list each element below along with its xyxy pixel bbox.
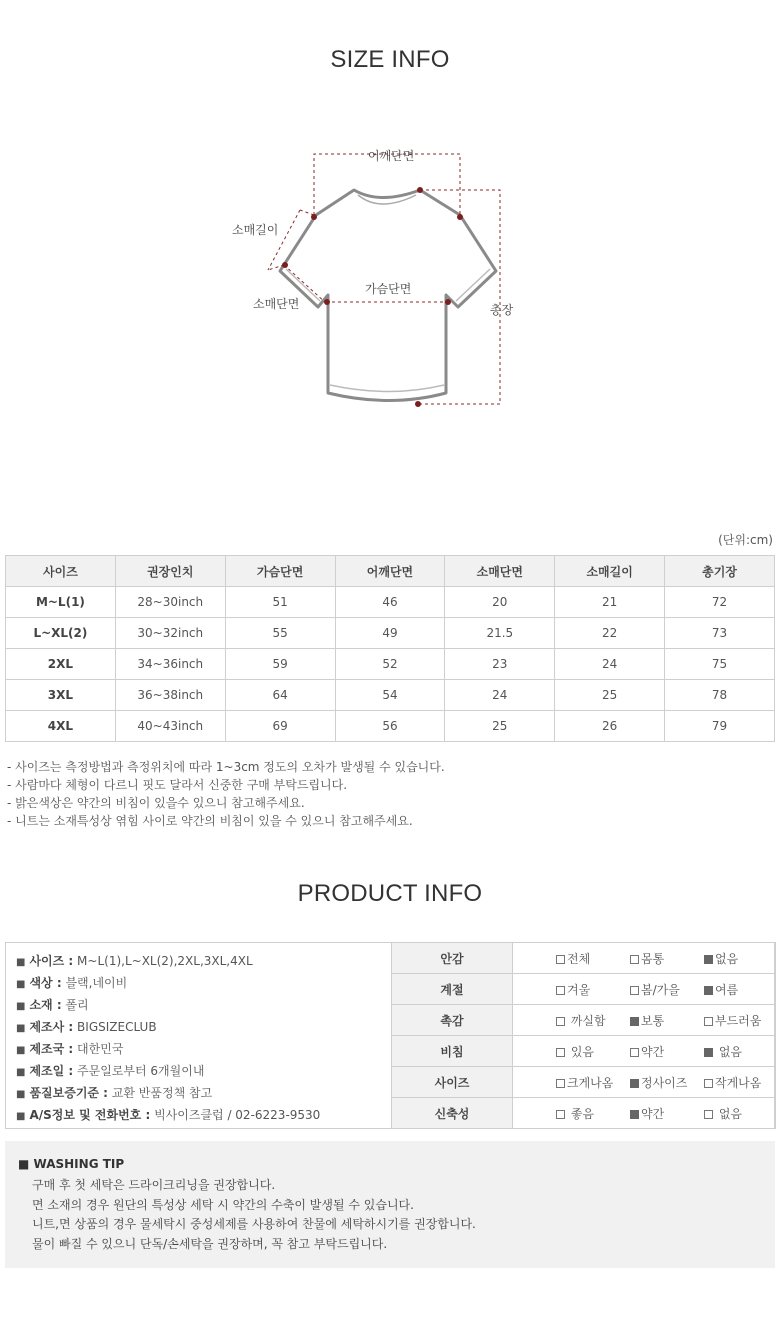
size-table xyxy=(5,555,775,742)
feel-option xyxy=(704,1074,780,1091)
table-cell: 23 xyxy=(445,649,555,680)
feel-option-label: 작게나옴 xyxy=(715,1075,762,1090)
spec-row-warranty xyxy=(16,1083,320,1105)
chest-label: 가슴단면 xyxy=(365,282,412,296)
feel-row xyxy=(392,974,776,1005)
size-table-header: 사이즈 xyxy=(6,556,116,587)
feel-options xyxy=(513,1067,776,1098)
table-row xyxy=(6,618,775,649)
table-cell: 3XL xyxy=(6,680,116,711)
feel-option xyxy=(556,1012,630,1029)
table-cell: 20 xyxy=(445,587,555,618)
washing-tip-lines xyxy=(32,1176,476,1254)
checked-box-icon xyxy=(630,1110,639,1119)
spec-value: 대한민국 xyxy=(77,1042,124,1056)
empty-box-icon xyxy=(630,1048,639,1057)
table-cell: 46 xyxy=(335,587,445,618)
empty-box-icon xyxy=(630,955,639,964)
sleeve-length-label: 소매길이 xyxy=(232,223,279,237)
spec-value: 빅사이즈클럽 / 02-6223-9530 xyxy=(154,1108,321,1122)
bullet-icon: ■ xyxy=(16,1089,26,1100)
feel-option xyxy=(630,981,704,998)
size-table-header-row xyxy=(6,556,775,587)
spec-value: M~L(1),L~XL(2),2XL,3XL,4XL xyxy=(77,954,253,968)
table-cell: 26 xyxy=(555,711,665,742)
size-table-header: 가슴단면 xyxy=(225,556,335,587)
table-cell: 24 xyxy=(445,680,555,711)
washing-tip-title: ■ WASHING TIP xyxy=(18,1157,125,1171)
shoulder-label: 어깨단면 xyxy=(368,149,415,163)
feel-option xyxy=(630,950,704,967)
tshirt-measurement-diagram xyxy=(220,135,560,435)
empty-box-icon xyxy=(630,986,639,995)
feel-label: 비침 xyxy=(392,1036,513,1067)
table-cell: 4XL xyxy=(6,711,116,742)
table-cell: 51 xyxy=(225,587,335,618)
empty-box-icon xyxy=(556,1079,565,1088)
feel-option-label: 봄/가을 xyxy=(641,982,680,997)
table-cell: 59 xyxy=(225,649,335,680)
empty-box-icon xyxy=(704,1017,713,1026)
bullet-icon: ■ xyxy=(16,1111,26,1122)
feel-row xyxy=(392,1098,776,1129)
feel-option-label: 약간 xyxy=(641,1106,665,1121)
checked-box-icon xyxy=(704,1048,713,1057)
feel-row xyxy=(392,943,776,974)
feel-row xyxy=(392,1036,776,1067)
feel-option-label: 없음 xyxy=(715,1106,742,1121)
product-info-title: PRODUCT INFO xyxy=(297,880,483,907)
table-cell: 22 xyxy=(555,618,665,649)
washing-tip-line: 구매 후 첫 세탁은 드라이크리닝을 권장합니다. xyxy=(32,1178,276,1192)
spec-list xyxy=(16,951,320,1127)
feel-option-label: 전체 xyxy=(567,951,591,966)
feel-options xyxy=(513,974,776,1005)
checked-box-icon xyxy=(630,1079,639,1088)
table-cell: 24 xyxy=(555,649,665,680)
spec-row-color xyxy=(16,973,320,995)
size-table-header: 권장인치 xyxy=(115,556,225,587)
spec-key: A/S정보 및 전화번호 : xyxy=(29,1108,151,1122)
product-info-box xyxy=(5,942,775,1129)
feel-option xyxy=(556,981,630,998)
bullet-icon: ■ xyxy=(16,1067,26,1078)
empty-box-icon xyxy=(704,1079,713,1088)
total-length-label: 총장 xyxy=(490,303,514,317)
spec-key: 품질보증기준 : xyxy=(29,1086,108,1100)
feel-label: 계절 xyxy=(392,974,513,1005)
unit-note: (단위:cm) xyxy=(718,533,773,547)
feel-option xyxy=(704,1012,780,1029)
feel-options xyxy=(513,1036,776,1067)
size-note: - 밝은색상은 약간의 비침이 있을수 있으니 참고해주세요. xyxy=(7,796,305,810)
table-cell: 64 xyxy=(225,680,335,711)
table-cell: 73 xyxy=(665,618,775,649)
size-table-header: 소매길이 xyxy=(555,556,665,587)
feel-option-label: 겨울 xyxy=(567,982,591,997)
table-cell: 25 xyxy=(555,680,665,711)
bullet-icon: ■ xyxy=(16,1045,26,1056)
table-row xyxy=(6,711,775,742)
feel-row xyxy=(392,1005,776,1036)
feel-option xyxy=(704,950,780,967)
washing-tip-line: 면 소재의 경우 원단의 특성상 세탁 시 약간의 수축이 발생될 수 있습니다. xyxy=(32,1197,414,1212)
feel-label: 안감 xyxy=(392,943,513,974)
feel-label: 사이즈 xyxy=(392,1067,513,1098)
table-cell: 49 xyxy=(335,618,445,649)
feel-options xyxy=(513,1005,776,1036)
bullet-icon: ■ xyxy=(16,957,26,968)
table-row xyxy=(6,587,775,618)
feel-option xyxy=(630,1074,704,1091)
table-cell: 36~38inch xyxy=(115,680,225,711)
bullet-icon: ■ xyxy=(16,1001,26,1012)
table-cell: 78 xyxy=(665,680,775,711)
bullet-icon: ■ xyxy=(16,979,26,990)
size-note: - 니트는 소재특성상 엮힘 사이로 약간의 비침이 있을 수 있으니 참고해주세요. xyxy=(7,814,413,828)
feel-option xyxy=(630,1105,704,1122)
table-cell: 34~36inch xyxy=(115,649,225,680)
feel-option-label: 없음 xyxy=(715,1044,742,1059)
spec-key: 소재 : xyxy=(29,998,62,1012)
feel-option xyxy=(556,1043,630,1060)
table-row xyxy=(6,649,775,680)
size-table-header: 소매단면 xyxy=(445,556,555,587)
spec-row-manufacturer xyxy=(16,1017,320,1039)
spec-key: 색상 : xyxy=(29,976,62,990)
feel-table xyxy=(391,942,776,1129)
washing-tip-line: 물이 빠질 수 있으니 단독/손세탁을 권장하며, 꼭 참고 부탁드립니다. xyxy=(32,1236,388,1251)
spec-key: 제조국 : xyxy=(29,1042,74,1056)
checked-box-icon xyxy=(704,955,713,964)
feel-option-label: 여름 xyxy=(715,982,739,997)
feel-option xyxy=(704,1105,780,1122)
feel-options xyxy=(513,943,776,974)
size-note: - 사이즈는 측정방법과 측정위치에 따라 1~3cm 정도의 오차가 발생될 수 있습니다. xyxy=(7,760,445,774)
spec-row-as xyxy=(16,1105,320,1127)
table-cell: M~L(1) xyxy=(6,587,116,618)
feel-label: 촉감 xyxy=(392,1005,513,1036)
table-cell: 40~43inch xyxy=(115,711,225,742)
empty-box-icon xyxy=(556,1110,565,1119)
table-cell: 21.5 xyxy=(445,618,555,649)
empty-box-icon xyxy=(556,955,565,964)
table-cell: 72 xyxy=(665,587,775,618)
table-cell: 30~32inch xyxy=(115,618,225,649)
feel-option xyxy=(556,1074,630,1091)
table-cell: 21 xyxy=(555,587,665,618)
size-note: - 사람마다 체형이 다르니 핏도 달라서 신중한 구매 부탁드립니다. xyxy=(7,778,348,792)
size-table-header: 총기장 xyxy=(665,556,775,587)
table-cell: 79 xyxy=(665,711,775,742)
feel-option xyxy=(556,950,630,967)
table-cell: 75 xyxy=(665,649,775,680)
spec-key: 사이즈 : xyxy=(29,954,74,968)
feel-option xyxy=(630,1043,704,1060)
size-table-header: 어깨단면 xyxy=(335,556,445,587)
empty-box-icon xyxy=(556,986,565,995)
feel-option xyxy=(704,981,780,998)
table-cell: 56 xyxy=(335,711,445,742)
feel-options xyxy=(513,1098,776,1129)
feel-option-label: 크게나옴 xyxy=(567,1075,614,1090)
spec-value: BIGSIZECLUB xyxy=(77,1020,157,1034)
feel-option-label: 몸통 xyxy=(641,951,665,966)
table-cell: 54 xyxy=(335,680,445,711)
size-info-title: SIZE INFO xyxy=(330,46,450,73)
feel-option-label: 정사이즈 xyxy=(641,1075,688,1090)
table-cell: 25 xyxy=(445,711,555,742)
checked-box-icon xyxy=(704,986,713,995)
feel-option-label: 까실함 xyxy=(567,1013,606,1028)
washing-tip-box xyxy=(5,1141,775,1268)
washing-tip-line: 니트,면 상품의 경우 물세탁시 중성세제를 사용하여 찬물에 세탁하시기를 권장합니다. xyxy=(32,1217,476,1231)
feel-label: 신축성 xyxy=(392,1098,513,1129)
spec-row-material xyxy=(16,995,320,1017)
table-cell: L~XL(2) xyxy=(6,618,116,649)
feel-option-label: 보통 xyxy=(641,1013,665,1028)
feel-option xyxy=(630,1012,704,1029)
empty-box-icon xyxy=(556,1017,565,1026)
empty-box-icon xyxy=(556,1048,565,1057)
feel-option xyxy=(704,1043,780,1060)
feel-row xyxy=(392,1067,776,1098)
spec-row-date xyxy=(16,1061,320,1083)
sleeve-width-label: 소매단면 xyxy=(253,297,300,311)
spec-value: 교환 반품정책 참고 xyxy=(111,1086,213,1100)
spec-value: 주문일로부터 6개월이내 xyxy=(77,1064,205,1078)
table-cell: 28~30inch xyxy=(115,587,225,618)
spec-value: 폴리 xyxy=(65,998,89,1012)
size-notes xyxy=(7,758,445,830)
empty-box-icon xyxy=(704,1110,713,1119)
spec-row-size xyxy=(16,951,320,973)
table-cell: 55 xyxy=(225,618,335,649)
feel-option-label: 없음 xyxy=(715,951,739,966)
table-cell: 2XL xyxy=(6,649,116,680)
feel-option-label: 약간 xyxy=(641,1044,665,1059)
bullet-icon: ■ xyxy=(16,1023,26,1034)
feel-option-label: 부드러움 xyxy=(715,1013,762,1028)
spec-key: 제조일 : xyxy=(29,1064,74,1078)
spec-key: 제조사 : xyxy=(29,1020,74,1034)
table-cell: 69 xyxy=(225,711,335,742)
spec-value: 블랙,네이비 xyxy=(65,976,128,990)
feel-option-label: 좋음 xyxy=(567,1106,594,1121)
table-cell: 52 xyxy=(335,649,445,680)
feel-option xyxy=(556,1105,630,1122)
checked-box-icon xyxy=(630,1017,639,1026)
table-row xyxy=(6,680,775,711)
spec-row-country xyxy=(16,1039,320,1061)
feel-option-label: 있음 xyxy=(567,1044,594,1059)
